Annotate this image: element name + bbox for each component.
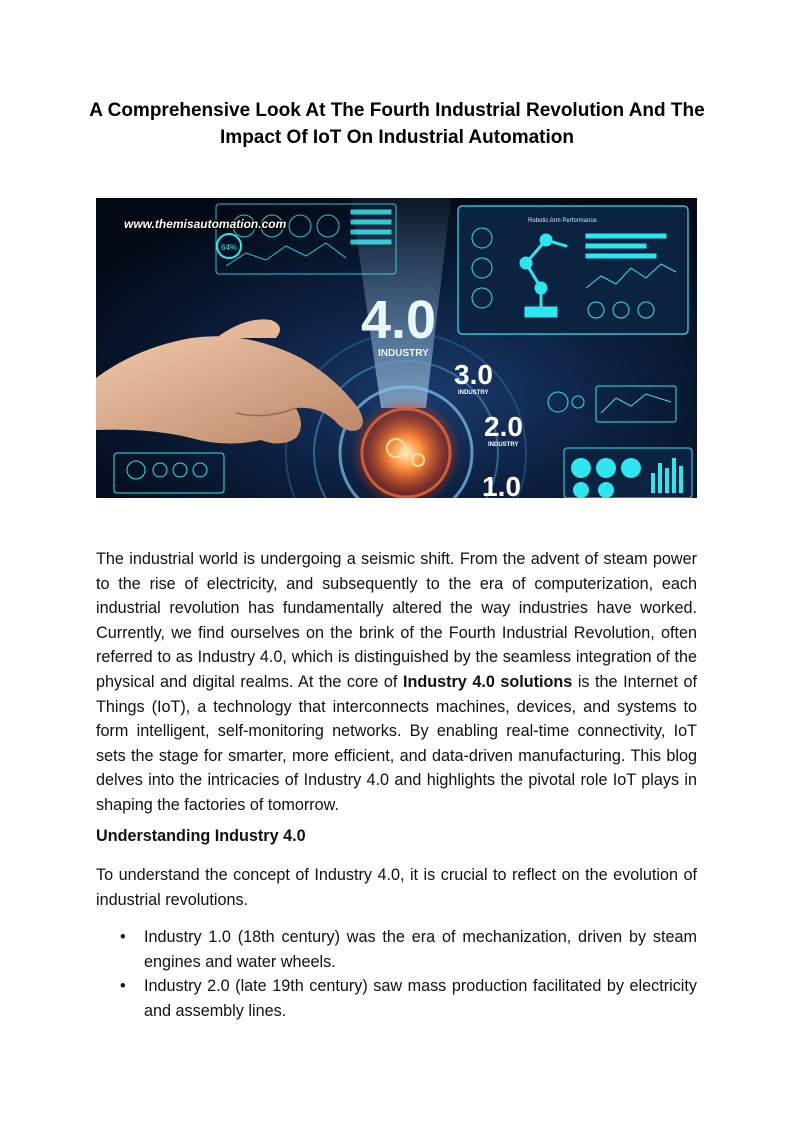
list-item <box>96 974 697 1023</box>
bullet-icon: • <box>120 977 126 996</box>
hero-image <box>96 198 697 498</box>
label-industry-10: 1.0 <box>482 471 521 498</box>
label-industry-30-sub: INDUSTRY <box>458 390 489 396</box>
intro-text-2: is the Internet of Things (IoT), a technology that interconnects machines, devices, and systems to form intelligent, self-monitoring networks. By enabling real-time connectivity, IoT sets the stage for smarter, more efficient, and data-driven manufacturing. This blog delves into the intricacies of Industry 4.0 and highlights the pivotal role IoT plays in shaping the factories of tomorrow. <box>96 672 697 814</box>
intro-paragraph <box>96 547 697 818</box>
label-industry-30: 3.0 <box>454 359 493 390</box>
watermark: www.themisautomation.com <box>124 217 287 231</box>
svg-text:64%: 64% <box>221 243 238 252</box>
intro-bold-link: Industry 4.0 solutions <box>402 672 573 691</box>
list-item <box>96 925 697 974</box>
list-item-text: Industry 1.0 (18th century) was the era of mechanization, driven by steam engines and water wheels. <box>144 928 697 971</box>
dashboard-panel-bottom-right <box>564 448 692 498</box>
section-paragraph: To understand the concept of Industry 4.0, it is crucial to reflect on the evolution of industrial revolutions. <box>96 866 697 909</box>
label-industry-20: 2.0 <box>484 411 523 442</box>
label-industry-40-sub: INDUSTRY <box>378 348 429 359</box>
label-industry-40: 4.0 <box>361 290 437 350</box>
page-title: A Comprehensive Look At The Fourth Industrial Revolution And The Impact Of IoT On Industrial Automation <box>89 100 705 148</box>
label-industry-20-sub: INDUSTRY <box>488 442 519 448</box>
bullet-list <box>96 925 697 1023</box>
bullet-icon: • <box>120 928 126 946</box>
svg-text:Robotic Arm Performance: Robotic Arm Performance <box>528 218 597 224</box>
section-heading: Understanding Industry 4.0 <box>96 827 306 845</box>
list-item-text: Industry 2.0 (late 19th century) saw mass production facilitated by electricity and assembly lines. <box>144 977 697 1020</box>
intro-text-1: The industrial world is undergoing a seismic shift. From the advent of steam power to the rise of electricity, and subsequently to the era of computerization, each industrial revolution has fundamentally altered the way industries have worked. Currently, we find ourselves on the brink of the Fourth Industrial Revolution, often referred to as Industry 4.0, which is distinguished by the seamless integration of the physical and digital realms. At the core of <box>96 550 697 691</box>
robotic-arm-panel <box>458 206 688 334</box>
